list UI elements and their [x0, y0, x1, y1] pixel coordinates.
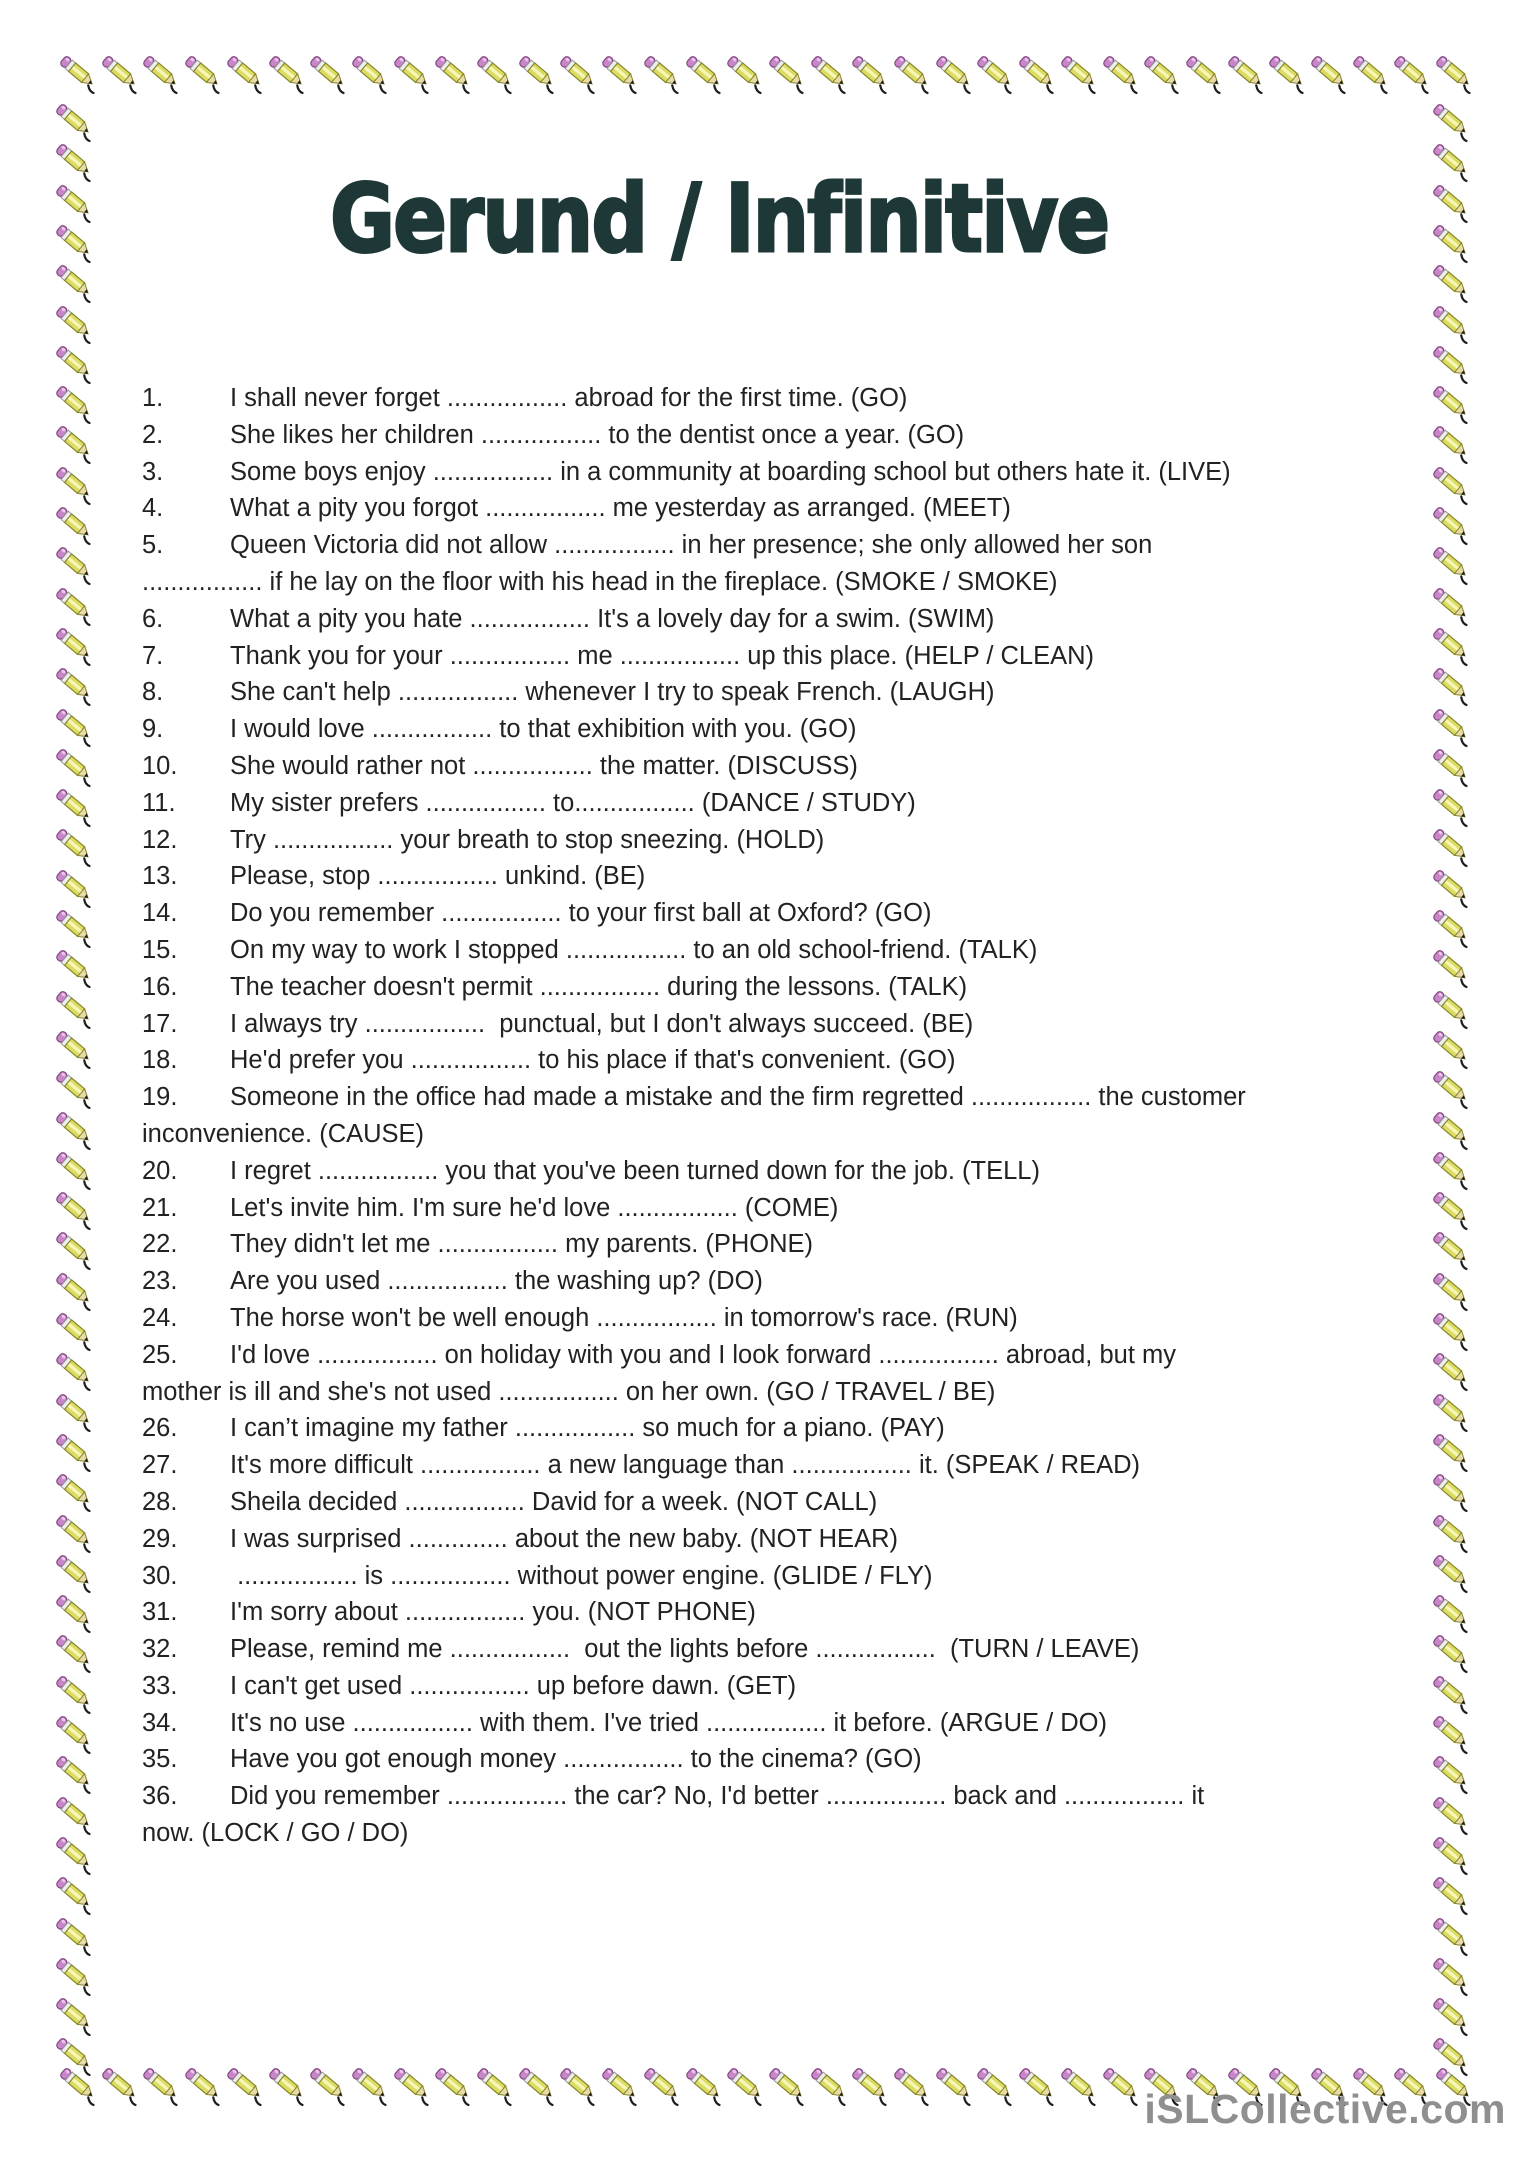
pencil-icon — [52, 1750, 98, 1796]
item-number: 27. — [142, 1451, 178, 1480]
item-number: 36. — [142, 1782, 178, 1811]
pencil-icon — [682, 50, 728, 96]
item-number: 5. — [142, 531, 164, 560]
pencil-icon — [1429, 1025, 1475, 1071]
pencil-icon — [139, 50, 185, 96]
pencil-icon — [1182, 50, 1228, 96]
pencil-icon — [52, 420, 98, 466]
pencil-icon — [1429, 501, 1475, 547]
pencil-icon — [1429, 541, 1475, 587]
item-text: They didn't let me ................. my parents. (PHONE) — [230, 1230, 814, 1259]
exercise-item — [142, 1006, 1404, 1043]
pencil-icon — [1429, 1589, 1475, 1635]
pencil-icon — [515, 50, 561, 96]
pencil-icon — [1429, 823, 1475, 869]
pencil-icon — [1057, 50, 1103, 96]
exercise-item — [142, 1042, 1404, 1079]
pencil-icon — [1429, 380, 1475, 426]
pencil-icon — [52, 1025, 98, 1071]
exercise-item-continuation — [142, 1374, 1404, 1411]
exercise-item — [142, 1226, 1404, 1263]
item-number: 1. — [142, 384, 164, 412]
exercise-item — [142, 858, 1404, 895]
pencil-icon — [306, 50, 352, 96]
pencil-icon — [1429, 1952, 1475, 1998]
exercise-list — [142, 380, 1404, 1852]
item-number: 24. — [142, 1303, 178, 1332]
pencil-icon — [1429, 904, 1475, 950]
pencil-icon — [52, 1791, 98, 1837]
pencil-icon — [1429, 1186, 1475, 1232]
exercise-item — [142, 454, 1404, 491]
item-number: 10. — [142, 751, 178, 780]
pencil-icon — [640, 2062, 686, 2108]
pencil-icon — [807, 50, 853, 96]
item-number: 3. — [142, 457, 164, 486]
pencil-icon — [181, 2062, 227, 2108]
pencil-icon — [1429, 985, 1475, 1031]
pencil-icon — [52, 1952, 98, 1998]
item-text: I'm sorry about ................. you. (NOT PHONE) — [230, 1598, 756, 1627]
pencil-icon — [1429, 1307, 1475, 1353]
pencil-icon — [52, 219, 98, 265]
pencil-icon — [1429, 461, 1475, 507]
pencil-icon — [556, 50, 602, 96]
item-number: 9. — [142, 715, 164, 744]
exercise-item — [142, 1778, 1404, 1815]
pencil-icon — [52, 703, 98, 749]
item-text: She can't help ................. whenever I try to speak French. (LAUGH) — [230, 678, 995, 707]
pencil-icon — [56, 50, 102, 96]
pencil-icon — [1429, 1549, 1475, 1595]
pencil-icon — [52, 864, 98, 910]
pencil-icon — [1429, 1670, 1475, 1716]
pencil-icon — [1429, 703, 1475, 749]
exercise-item — [142, 527, 1404, 564]
exercise-item — [142, 1558, 1404, 1595]
pencil-icon — [515, 2062, 561, 2108]
pencil-icon — [1015, 50, 1061, 96]
pencil-icon — [1429, 582, 1475, 628]
exercise-item — [142, 1079, 1404, 1116]
pencil-icon — [265, 2062, 311, 2108]
pencil-icon — [1429, 2032, 1475, 2078]
pencil-icon — [807, 2062, 853, 2108]
pencil-icon — [52, 259, 98, 305]
pencil-icon — [932, 2062, 978, 2108]
pencil-icon — [848, 2062, 894, 2108]
pencil-icon — [1429, 622, 1475, 668]
item-number: 7. — [142, 641, 164, 670]
pencil-icon — [1429, 1831, 1475, 1877]
exercise-item — [142, 601, 1404, 638]
pencil-icon — [1429, 340, 1475, 386]
pencil-icon — [1390, 50, 1436, 96]
item-text: ................. if he lay on the floor with his head in the fireplace. (SMOKE / SMOKE) — [142, 567, 1058, 596]
exercise-item-continuation — [142, 564, 1404, 601]
exercise-item — [142, 638, 1404, 675]
item-text: Someone in the office had made a mistake and the firm regretted ................. the customer — [230, 1083, 1246, 1112]
item-text: I can't get used ................. up before dawn. (GET) — [230, 1671, 797, 1700]
pencil-icon — [390, 50, 436, 96]
pencil-icon — [890, 2062, 936, 2108]
pencil-icon — [1429, 1065, 1475, 1111]
pencil-icon — [1429, 179, 1475, 225]
item-number: 29. — [142, 1524, 178, 1553]
pencil-icon — [52, 300, 98, 346]
pencil-icon — [890, 50, 936, 96]
item-number: 30. — [142, 1561, 178, 1590]
worksheet-title: Gerund / Infinitive — [329, 165, 1109, 274]
pencil-icon — [52, 1347, 98, 1393]
exercise-item — [142, 490, 1404, 527]
pencil-icon — [1429, 420, 1475, 466]
pencil-icon — [848, 50, 894, 96]
pencil-icon — [265, 50, 311, 96]
item-text: Please, stop ................. unkind. (BE) — [230, 862, 646, 891]
item-number: 34. — [142, 1708, 178, 1737]
pencil-icon — [52, 582, 98, 628]
item-number: 28. — [142, 1487, 178, 1516]
item-text: He'd prefer you ................. to his place if that's convenient. (GO) — [230, 1046, 956, 1075]
item-text: Sheila decided ................. David for a week. (NOT CALL) — [230, 1487, 878, 1516]
pencil-icon — [52, 1670, 98, 1716]
pencil-icon — [52, 622, 98, 668]
pencil-icon — [52, 340, 98, 386]
pencil-icon — [52, 662, 98, 708]
item-text: It's no use ................. with them. I've tried ................. it before. (ARGUE / DO) — [230, 1708, 1107, 1737]
item-number: 20. — [142, 1156, 178, 1185]
exercise-item — [142, 932, 1404, 969]
exercise-item — [142, 1190, 1404, 1227]
exercise-item — [142, 1410, 1404, 1447]
pencil-icon — [1429, 1750, 1475, 1796]
pencil-icon — [98, 2062, 144, 2108]
item-number: 6. — [142, 604, 164, 633]
pencil-icon — [52, 1186, 98, 1232]
pencil-icon — [1099, 2062, 1145, 2108]
pencil-icon — [52, 98, 98, 144]
exercise-item — [142, 1300, 1404, 1337]
pencil-icon — [640, 50, 686, 96]
pencil-icon — [431, 2062, 477, 2108]
pencil-icon — [1099, 50, 1145, 96]
pencil-icon — [1429, 300, 1475, 346]
pencil-icon — [52, 380, 98, 426]
item-text: I can’t imagine my father ................. so much for a piano. (PAY) — [230, 1414, 945, 1443]
pencil-icon — [52, 138, 98, 184]
exercise-item — [142, 674, 1404, 711]
pencil-icon — [1429, 944, 1475, 990]
item-number: 2. — [142, 420, 164, 449]
item-text: Some boys enjoy ................. in a community at boarding school but others hate it. (LIVE) — [230, 457, 1231, 486]
pencil-icon — [1429, 1791, 1475, 1837]
pencil-icon — [52, 1549, 98, 1595]
exercise-item — [142, 1705, 1404, 1742]
item-number: 4. — [142, 494, 164, 523]
pencil-icon — [765, 50, 811, 96]
pencil-icon — [1429, 743, 1475, 789]
pencil-icon — [52, 1267, 98, 1313]
islcollective-watermark: iSLCollective.com — [1144, 2086, 1506, 2132]
item-text: She would rather not ................. the matter. (DISCUSS) — [230, 751, 858, 780]
pencil-icon — [1429, 783, 1475, 829]
exercise-item-continuation — [142, 1815, 1404, 1852]
exercise-item — [142, 1594, 1404, 1631]
exercise-item — [142, 1153, 1404, 1190]
item-text: I'd love ................. on holiday with you and I look forward ................. abroad, but my — [230, 1340, 1176, 1369]
exercise-item — [142, 1484, 1404, 1521]
pencil-icon — [52, 1912, 98, 1958]
pencil-icon — [52, 1468, 98, 1514]
exercise-item — [142, 895, 1404, 932]
pencil-icon — [390, 2062, 436, 2108]
pencil-icon — [52, 1509, 98, 1555]
pencil-icon — [52, 1106, 98, 1152]
item-number: 25. — [142, 1340, 178, 1369]
pencil-icon — [1429, 1146, 1475, 1192]
pencil-icon — [223, 2062, 269, 2108]
exercise-item — [142, 417, 1404, 454]
item-number: 19. — [142, 1083, 178, 1112]
exercise-item — [142, 1741, 1404, 1778]
pencil-icon — [52, 985, 98, 1031]
pencil-icon — [1429, 864, 1475, 910]
item-text: My sister prefers ................. to................. (DANCE / STUDY) — [230, 788, 916, 817]
pencil-icon — [52, 1226, 98, 1272]
item-number: 14. — [142, 899, 178, 928]
item-number: 13. — [142, 862, 178, 891]
pencil-icon — [1429, 1468, 1475, 1514]
pencil-icon — [52, 541, 98, 587]
pencil-icon — [1429, 1629, 1475, 1675]
pencil-icon — [139, 2062, 185, 2108]
item-text: What a pity you forgot ................. me yesterday as arranged. (MEET) — [230, 494, 1011, 523]
pencil-icon — [52, 1307, 98, 1353]
pencil-icon — [1429, 1710, 1475, 1756]
exercise-item — [142, 1521, 1404, 1558]
pencil-icon — [52, 1428, 98, 1474]
pencil-icon — [1429, 1992, 1475, 2038]
exercise-item — [142, 1631, 1404, 1668]
pencil-icon — [52, 461, 98, 507]
pencil-icon — [52, 783, 98, 829]
item-text: Do you remember ................. to your first ball at Oxford? (GO) — [230, 899, 932, 928]
pencil-icon — [473, 50, 519, 96]
item-text: The teacher doesn't permit ................. during the lessons. (TALK) — [230, 972, 968, 1001]
item-text: I would love ................. to that exhibition with you. (GO) — [230, 715, 857, 744]
pencil-icon — [723, 50, 769, 96]
pencil-icon — [932, 50, 978, 96]
pencil-icon — [52, 1831, 98, 1877]
exercise-item — [142, 380, 1404, 417]
item-text: Are you used ................. the washing up? (DO) — [230, 1267, 763, 1296]
item-number: 23. — [142, 1267, 178, 1296]
pencil-icon — [348, 2062, 394, 2108]
pencil-icon — [1140, 50, 1186, 96]
item-text: She likes her children ................. to the dentist once a year. (GO) — [230, 420, 965, 449]
pencil-icon — [598, 50, 644, 96]
pencil-icon — [1429, 1267, 1475, 1313]
item-text: It's more difficult ................. a new language than ................. it. (SPEAK / READ) — [230, 1451, 1141, 1480]
pencil-icon — [556, 2062, 602, 2108]
pencil-icon — [1429, 1347, 1475, 1393]
item-number: 11. — [142, 788, 176, 817]
pencil-icon — [1015, 2062, 1061, 2108]
item-text: Did you remember ................. the car? No, I'd better ................. back and ................. it — [230, 1782, 1205, 1811]
pencil-icon — [473, 2062, 519, 2108]
pencil-icon — [598, 2062, 644, 2108]
exercise-item-continuation — [142, 1116, 1404, 1153]
exercise-item — [142, 1447, 1404, 1484]
pencil-icon — [52, 823, 98, 869]
item-number: 18. — [142, 1046, 178, 1075]
pencil-icon — [973, 2062, 1019, 2108]
item-text: mother is ill and she's not used ................. on her own. (GO / TRAVEL / BE) — [142, 1377, 996, 1406]
item-number: 33. — [142, 1671, 178, 1700]
pencil-icon — [431, 50, 477, 96]
pencil-icon — [52, 743, 98, 789]
pencil-icon — [1057, 2062, 1103, 2108]
item-number: 16. — [142, 972, 178, 1001]
pencil-icon — [1265, 50, 1311, 96]
exercise-item — [142, 969, 1404, 1006]
item-text: I shall never forget ................. abroad for the first time. (GO) — [230, 384, 908, 412]
item-number: 26. — [142, 1414, 178, 1443]
pencil-icon — [52, 1629, 98, 1675]
pencil-icon — [1429, 1871, 1475, 1917]
item-number: 8. — [142, 678, 164, 707]
pencil-icon — [223, 50, 269, 96]
pencil-icon — [52, 179, 98, 225]
item-text: On my way to work I stopped ................. to an old school-friend. (TALK) — [230, 935, 1038, 964]
item-number: 31. — [142, 1598, 178, 1627]
item-number: 32. — [142, 1635, 178, 1664]
pencil-icon — [52, 1146, 98, 1192]
pencil-icon — [52, 1589, 98, 1635]
exercise-item — [142, 1668, 1404, 1705]
pencil-icon — [1432, 50, 1478, 96]
item-text: ................. is ................. without power engine. (GLIDE / FLY) — [230, 1561, 933, 1590]
item-text: I regret ................. you that you've been turned down for the job. (TELL) — [230, 1156, 1040, 1185]
exercise-item — [142, 1337, 1404, 1374]
pencil-icon — [52, 1871, 98, 1917]
pencil-icon — [52, 944, 98, 990]
pencil-icon — [1429, 1912, 1475, 1958]
pencil-icon — [1349, 50, 1395, 96]
pencil-icon — [1429, 1428, 1475, 1474]
pencil-icon — [682, 2062, 728, 2108]
pencil-icon — [52, 2032, 98, 2078]
pencil-icon — [1429, 662, 1475, 708]
pencil-icon — [723, 2062, 769, 2108]
item-text: I always try ................. punctual, but I don't always succeed. (BE) — [230, 1009, 974, 1038]
pencil-icon — [98, 50, 144, 96]
pencil-icon — [1429, 1388, 1475, 1434]
pencil-icon — [52, 1992, 98, 2038]
exercise-item — [142, 822, 1404, 859]
pencil-icon — [1429, 1226, 1475, 1272]
pencil-icon — [1307, 50, 1353, 96]
pencil-icon — [1429, 1106, 1475, 1152]
item-number: 12. — [142, 825, 178, 854]
item-text: I was surprised .............. about the new baby. (NOT HEAR) — [230, 1524, 898, 1553]
item-text: Thank you for your ................. me ................. up this place. (HELP / CLEAN) — [230, 641, 1095, 670]
pencil-icon — [181, 50, 227, 96]
pencil-icon — [52, 1388, 98, 1434]
pencil-icon — [52, 1710, 98, 1756]
pencil-icon — [765, 2062, 811, 2108]
exercise-item — [142, 711, 1404, 748]
item-number: 15. — [142, 935, 178, 964]
exercise-item — [142, 785, 1404, 822]
pencil-icon — [52, 1065, 98, 1111]
pencil-icon — [306, 2062, 352, 2108]
item-number: 21. — [142, 1193, 178, 1222]
pencil-icon — [973, 50, 1019, 96]
pencil-icon — [1224, 50, 1270, 96]
item-text: The horse won't be well enough ................. in tomorrow's race. (RUN) — [230, 1303, 1018, 1332]
item-text: What a pity you hate ................. It's a lovely day for a swim. (SWIM) — [230, 604, 995, 633]
pencil-icon — [1429, 138, 1475, 184]
item-text: Let's invite him. I'm sure he'd love ................. (COME) — [230, 1193, 839, 1222]
item-text: inconvenience. (CAUSE) — [142, 1119, 425, 1148]
pencil-icon — [1429, 219, 1475, 265]
item-number: 35. — [142, 1745, 178, 1774]
pencil-icon — [52, 501, 98, 547]
pencil-icon — [1429, 1509, 1475, 1555]
item-text: Try ................. your breath to stop sneezing. (HOLD) — [230, 825, 825, 854]
exercise-item — [142, 1263, 1404, 1300]
item-number: 22. — [142, 1230, 178, 1259]
pencil-icon — [52, 904, 98, 950]
pencil-icon — [1429, 259, 1475, 305]
item-number: 17. — [142, 1009, 178, 1038]
pencil-icon — [348, 50, 394, 96]
pencil-icon — [1429, 98, 1475, 144]
item-text: now. (LOCK / GO / DO) — [142, 1819, 409, 1848]
item-text: Queen Victoria did not allow ................. in her presence; she only allowed her son — [230, 531, 1153, 560]
item-text: Have you got enough money ................. to the cinema? (GO) — [230, 1745, 922, 1774]
item-text: Please, remind me ................. out the lights before ................. (TURN / LEAVE) — [230, 1635, 1140, 1664]
exercise-item — [142, 748, 1404, 785]
